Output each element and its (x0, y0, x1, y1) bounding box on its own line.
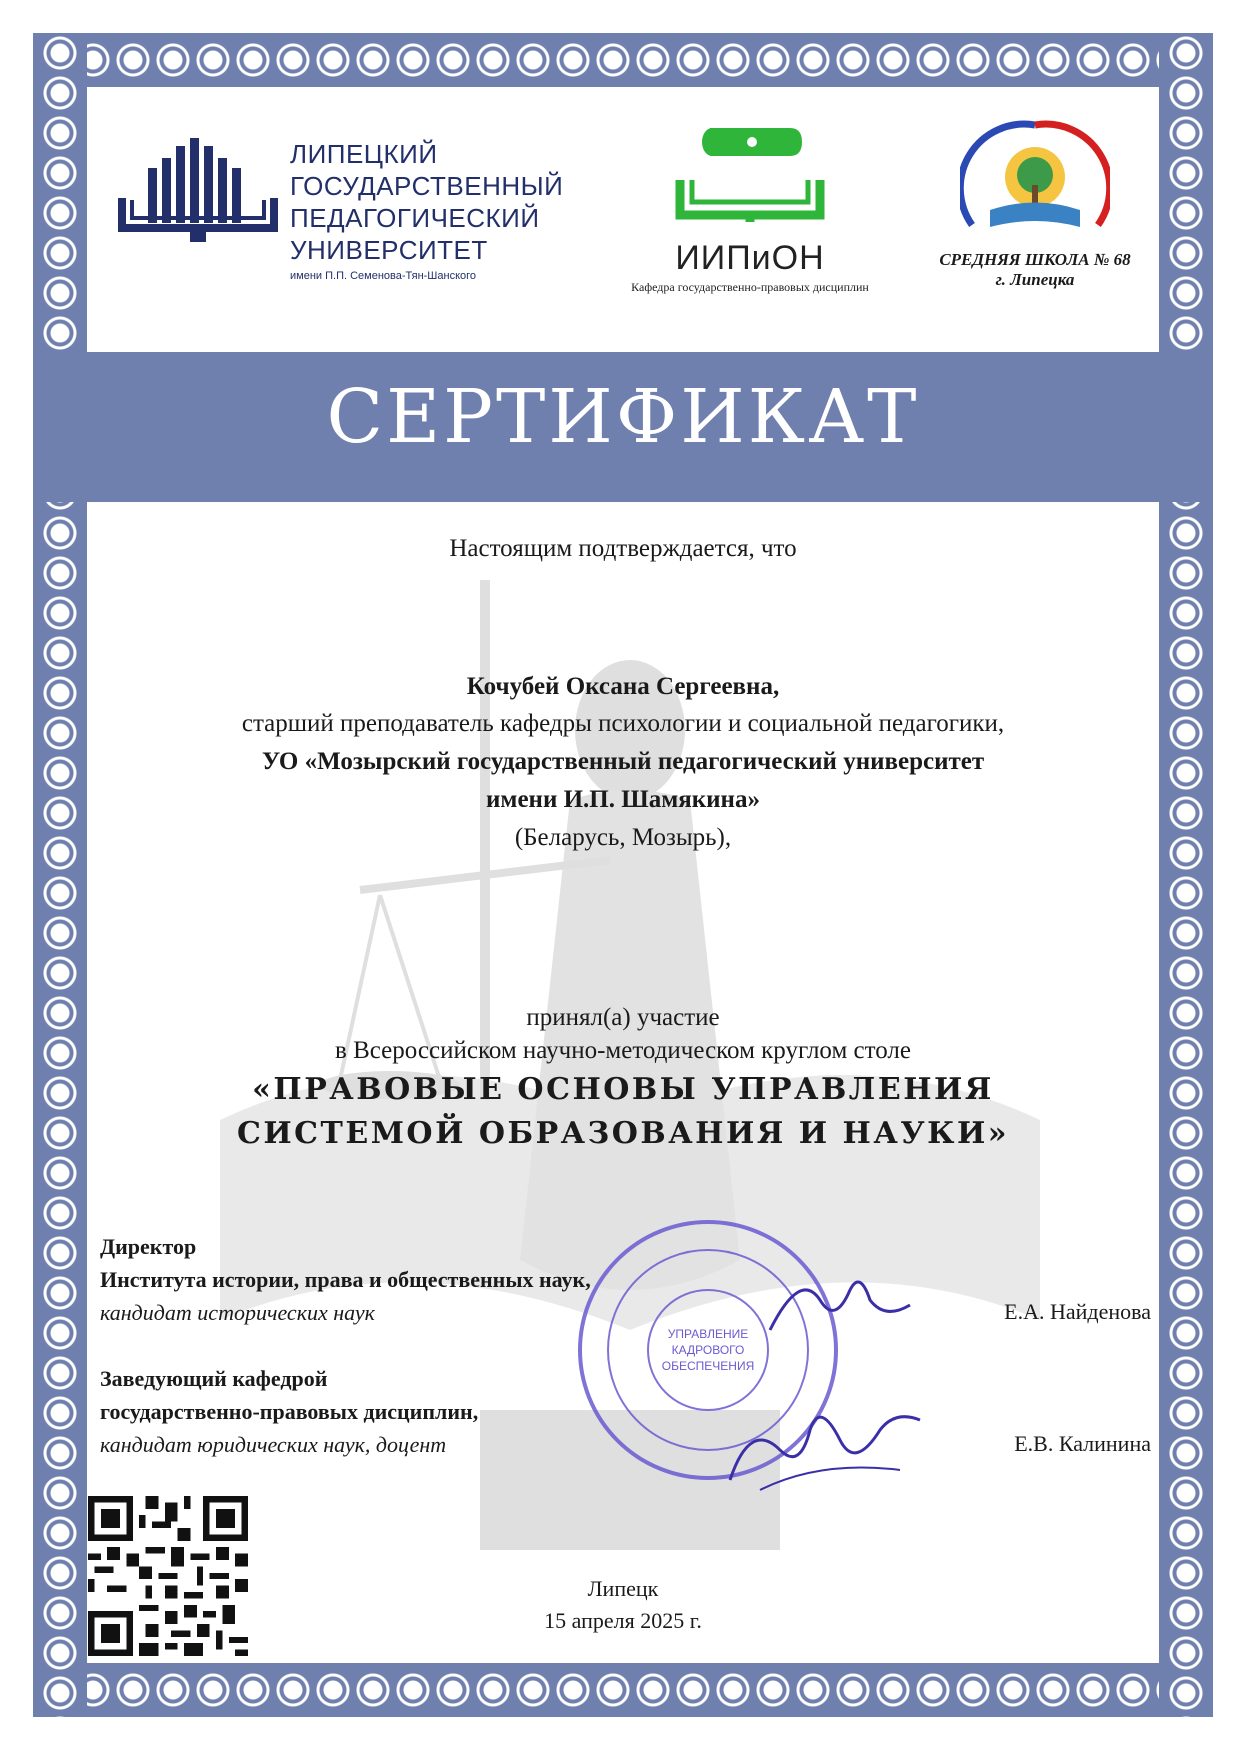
signatory-degree: кандидат исторических наук (100, 1300, 375, 1325)
signatory-role: Заведующий кафедрой (100, 1366, 328, 1391)
signatory-unit: Института истории, права и общественных наук, (100, 1267, 591, 1292)
intro-text: Настоящим подтверждается, что (449, 535, 797, 562)
stamp-line: КАДРОВОГО (671, 1343, 745, 1357)
title-banner (33, 352, 1213, 502)
lgpu-subtitle: имени П.П. Семенова-Тян-Шанского (290, 270, 477, 282)
lgpu-name-line: УНИВЕРСИТЕТ (290, 235, 488, 265)
recipient-org-line2: имени И.П. Шамякина» (486, 786, 760, 813)
lgpu-emblem-icon (118, 138, 278, 258)
event-title-line2: СИСТЕМОЙ ОБРАЗОВАНИЯ И НАУКИ» (236, 1116, 1010, 1151)
lgpu-name-line: ЛИПЕЦКИЙ (290, 139, 438, 169)
participation-text: принял(а) участие (526, 1004, 720, 1031)
footer-city: Липецк (587, 1576, 659, 1601)
footer-date: 15 апреля 2025 г. (544, 1608, 702, 1633)
lgpu-name-line: ГОСУДАРСТВЕННЫЙ (290, 171, 564, 201)
signature-2-icon (720, 1390, 930, 1500)
event-title-line1: «ПРАВОВЫЕ ОСНОВЫ УПРАВЛЕНИЯ (252, 1072, 994, 1107)
school-city: г. Липецка (995, 270, 1075, 289)
stamp-line: УПРАВЛЕНИЕ (667, 1327, 749, 1341)
school-name: СРЕДНЯЯ ШКОЛА № 68 (939, 250, 1131, 269)
stamp-line: ОБЕСПЕЧЕНИЯ (661, 1359, 755, 1373)
border-top (33, 33, 1213, 87)
signatory-director (100, 1230, 700, 1329)
recipient-position: старший преподаватель кафедры психологии и социальной педагогики, (241, 710, 1005, 737)
recipient-org-line1: УО «Мозырский государственный педагогический университет (261, 748, 985, 775)
book-scroll-icon (670, 120, 830, 230)
recipient-location: (Беларусь, Мозырь), (514, 824, 732, 851)
page-title: СЕРТИФИКАТ (326, 374, 920, 460)
border-bottom (33, 1663, 1213, 1717)
signature-1-icon (760, 1260, 920, 1340)
border-left (33, 33, 87, 1717)
signatory-degree: кандидат юридических наук, доцент (100, 1432, 447, 1457)
signatory-head-name: Е.В. Калинина (1014, 1431, 1151, 1456)
iipion-subtitle: Кафедра государственно-правовых дисциплин (631, 280, 869, 294)
lgpu-name-line: ПЕДАГОГИЧЕСКИЙ (290, 203, 540, 233)
signatory-role: Директор (100, 1234, 197, 1259)
school-logo (920, 115, 1150, 295)
iipion-name: ИИПиОН (675, 239, 825, 277)
recipient-name: Кочубей Оксана Сергеевна, (466, 673, 780, 700)
school-emblem-icon (960, 115, 1110, 245)
iipion-logo (605, 120, 895, 300)
signatory-head-of-department (100, 1362, 700, 1461)
lgpu-logo (118, 138, 564, 288)
event-type: в Всероссийском научно-методическом круглом столе (335, 1037, 911, 1064)
signatory-unit: государственно-правовых дисциплин, (100, 1399, 479, 1424)
border-right (1159, 33, 1213, 1717)
signatory-director-name: Е.А. Найденова (1004, 1299, 1151, 1324)
